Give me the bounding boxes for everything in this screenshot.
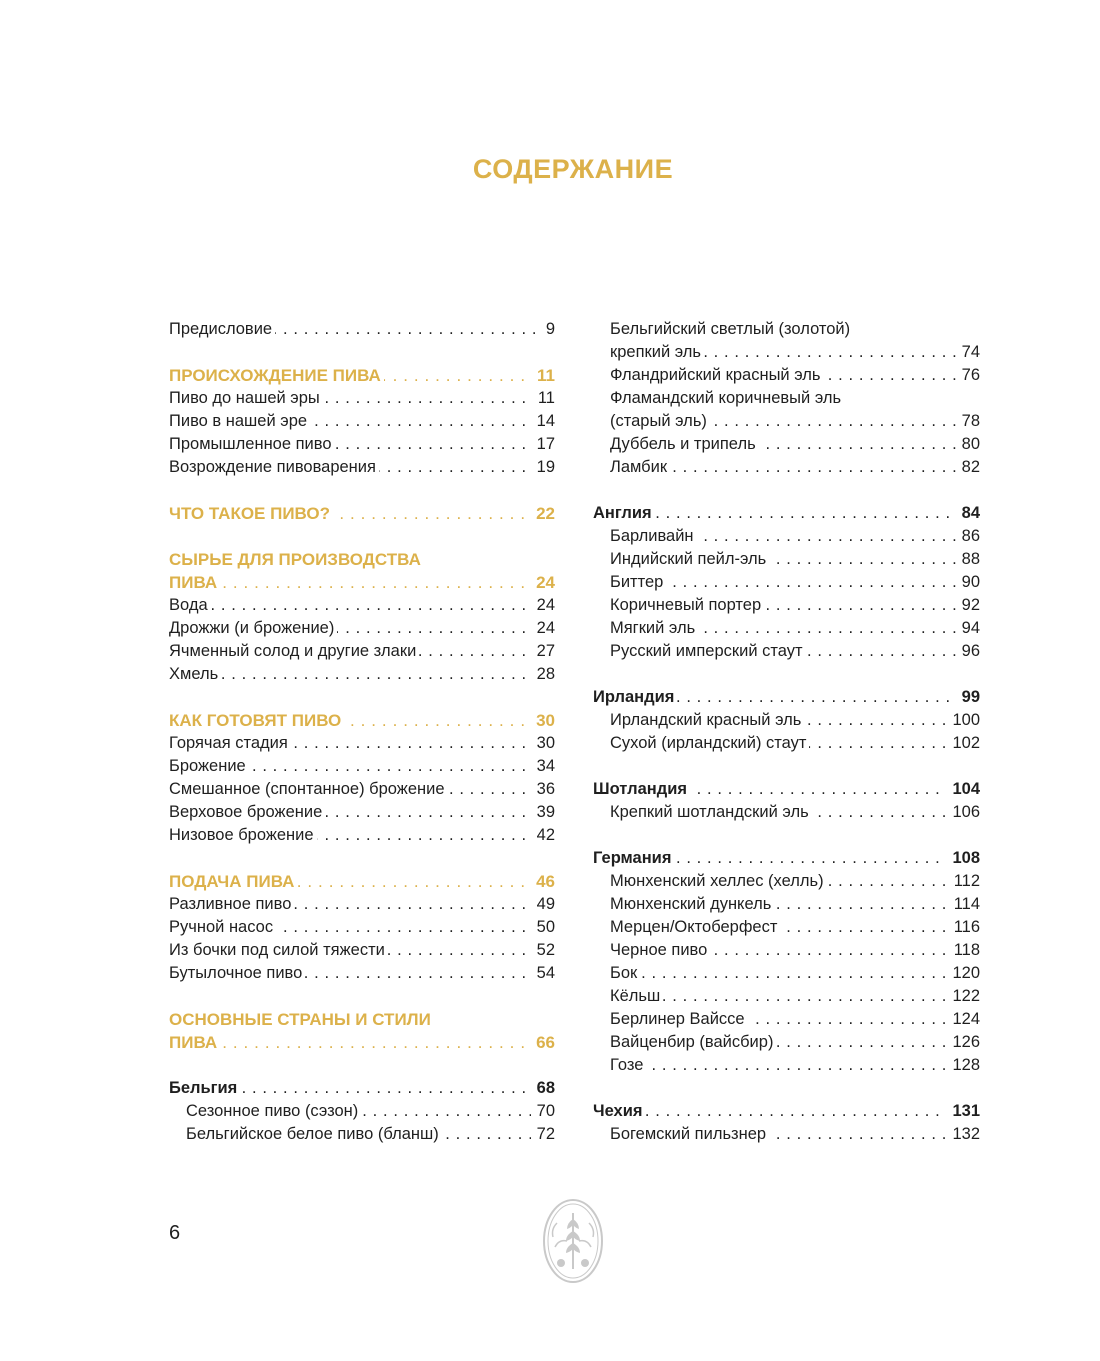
toc-entry[interactable] bbox=[610, 617, 980, 640]
toc-entry-title: Бельгия bbox=[169, 1079, 240, 1097]
toc-entry-title: Низовое брожение bbox=[169, 826, 317, 844]
toc-entry-title: Ячменный солод и другие злаки bbox=[169, 642, 419, 660]
toc-entry[interactable] bbox=[610, 709, 980, 732]
toc-entry-title: Фландрийский красный эль bbox=[610, 366, 824, 384]
toc-entry-title: Мерцен/Октоберфест bbox=[610, 918, 780, 936]
toc-country-entry[interactable] bbox=[593, 1100, 980, 1123]
toc-entry[interactable] bbox=[169, 410, 555, 433]
toc-entry-title: Разливное пиво bbox=[169, 895, 294, 913]
toc-entry-title: Вода bbox=[169, 596, 211, 614]
toc-entry-page: 88 bbox=[956, 548, 980, 571]
toc-entry[interactable] bbox=[610, 410, 980, 433]
toc-entry[interactable] bbox=[169, 433, 555, 456]
toc-entry-title: Горячая стадия bbox=[169, 734, 291, 752]
toc-entry-page: 86 bbox=[956, 525, 980, 548]
toc-entry-page: 34 bbox=[531, 755, 555, 778]
toc-entry[interactable] bbox=[169, 387, 555, 410]
toc-entry[interactable] bbox=[169, 456, 555, 479]
toc-entry-page: 9 bbox=[540, 318, 555, 341]
toc-entry-page: 82 bbox=[956, 456, 980, 479]
toc-entry[interactable] bbox=[169, 939, 555, 962]
toc-entry-page: 52 bbox=[531, 939, 555, 962]
toc-entry[interactable] bbox=[610, 548, 980, 571]
toc-entry-page: 19 bbox=[531, 456, 555, 479]
toc-entry-title: Ирландия bbox=[593, 688, 677, 706]
toc-entry-page: 74 bbox=[956, 341, 980, 364]
toc-country-entry[interactable] bbox=[593, 778, 980, 801]
toc-entry[interactable] bbox=[169, 663, 555, 686]
toc-entry-page: 11 bbox=[532, 387, 555, 410]
toc-entry-title: Берлинер Вайссе bbox=[610, 1010, 748, 1028]
toc-entry[interactable] bbox=[610, 364, 980, 387]
toc-entry-page: 84 bbox=[956, 502, 980, 525]
toc-entry-title: Верховое брожение bbox=[169, 803, 325, 821]
toc-entry-title: Барливайн bbox=[610, 527, 697, 545]
toc-entry-page: 128 bbox=[946, 1054, 980, 1077]
toc-entry[interactable] bbox=[610, 1054, 980, 1077]
toc-entry[interactable] bbox=[169, 640, 555, 663]
toc-entry-page: 49 bbox=[531, 893, 555, 916]
toc-entry[interactable] bbox=[610, 939, 980, 962]
toc-entry-title: ПИВА bbox=[169, 1033, 220, 1052]
page-title: СОДЕРЖАНИЕ bbox=[472, 154, 674, 184]
toc-entry[interactable] bbox=[610, 962, 980, 985]
toc-section-entry[interactable] bbox=[169, 571, 555, 594]
toc-entry-title: Богемский пильзнер bbox=[610, 1125, 769, 1143]
toc-entry[interactable] bbox=[610, 1123, 980, 1146]
toc-entry-page: 27 bbox=[531, 640, 555, 663]
toc-entry-title: Хмель bbox=[169, 665, 221, 683]
toc-entry[interactable] bbox=[186, 1100, 555, 1123]
toc-entry-title: Ламбик bbox=[610, 458, 670, 476]
toc-entry[interactable] bbox=[169, 318, 555, 341]
toc-entry-title: (старый эль) bbox=[610, 412, 710, 430]
toc-entry-title: Индийский пейл-эль bbox=[610, 550, 769, 568]
toc-entry-page: 42 bbox=[531, 824, 555, 847]
toc-entry[interactable] bbox=[610, 433, 980, 456]
toc-entry-page: 122 bbox=[946, 985, 980, 1008]
toc-entry[interactable] bbox=[610, 801, 980, 824]
toc-entry-title: Бутылочное пиво bbox=[169, 964, 305, 982]
toc-entry-title: Сухой (ирландский) стаут bbox=[610, 734, 809, 752]
toc-entry-title: Вайценбир (вайсбир) bbox=[610, 1033, 776, 1051]
toc-entry-title: Биттер bbox=[610, 573, 666, 591]
toc-entry-page: 30 bbox=[531, 732, 555, 755]
toc-entry[interactable] bbox=[610, 985, 980, 1008]
toc-entry[interactable] bbox=[169, 755, 555, 778]
toc-entry-page: 17 bbox=[531, 433, 555, 456]
toc-entry-title: Фламандский коричневый эль bbox=[610, 389, 842, 407]
toc-entry-title: Промышленное пиво bbox=[169, 435, 335, 453]
toc-entry-title: КАК ГОТОВЯТ ПИВО bbox=[169, 711, 344, 730]
toc-entry-page: 36 bbox=[531, 778, 555, 801]
toc-entry-page: 108 bbox=[946, 847, 980, 870]
toc-country-entry[interactable] bbox=[169, 1077, 555, 1100]
toc-entry-title: Возрождение пивоварения bbox=[169, 458, 379, 476]
toc-country-entry[interactable] bbox=[593, 847, 980, 870]
toc-entry[interactable] bbox=[610, 571, 980, 594]
toc-entry[interactable] bbox=[610, 640, 980, 663]
toc-entry-title: ПИВА bbox=[169, 573, 220, 592]
toc-entry-page: 100 bbox=[946, 709, 980, 732]
toc-entry-title: Сезонное пиво (сэзон) bbox=[186, 1102, 361, 1120]
toc-entry-title: Бельгийский светлый (золотой) bbox=[610, 320, 851, 338]
toc-entry-page: 14 bbox=[531, 410, 555, 433]
toc-entry-title: Бельгийское белое пиво (бланш) bbox=[186, 1125, 442, 1143]
toc-entry[interactable] bbox=[169, 893, 555, 916]
toc-section-entry[interactable] bbox=[169, 1031, 555, 1054]
toc-entry[interactable] bbox=[610, 594, 980, 617]
toc-section-entry[interactable] bbox=[169, 364, 555, 387]
toc-entry[interactable] bbox=[186, 1123, 555, 1146]
toc-entry-page: 46 bbox=[530, 870, 555, 893]
toc-entry-page: 28 bbox=[531, 663, 555, 686]
wheat-hops-emblem-icon bbox=[541, 1197, 605, 1285]
toc-entry-title: Дуббель и трипель bbox=[610, 435, 759, 453]
toc-entry-page: 99 bbox=[956, 686, 980, 709]
toc-entry-page: 118 bbox=[948, 939, 980, 962]
toc-entry[interactable] bbox=[610, 1031, 980, 1054]
toc-entry-page: 102 bbox=[946, 732, 980, 755]
toc-entry-title: Мюнхенский хеллес (хелль) bbox=[610, 872, 827, 890]
toc-entry[interactable] bbox=[169, 801, 555, 824]
toc-entry-title: Англия bbox=[593, 504, 655, 522]
toc-entry[interactable] bbox=[610, 525, 980, 548]
toc-entry[interactable] bbox=[610, 456, 980, 479]
toc-entry-title: Мюнхенский дункель bbox=[610, 895, 774, 913]
toc-entry-page: 116 bbox=[948, 916, 980, 939]
toc-entry-page: 66 bbox=[530, 1031, 555, 1054]
toc-entry-page: 80 bbox=[956, 433, 980, 456]
toc-entry-title: Русский имперский стаут bbox=[610, 642, 806, 660]
toc-entry-page: 11 bbox=[531, 364, 555, 387]
toc-entry[interactable] bbox=[169, 594, 555, 617]
toc-entry-title: ОСНОВНЫЕ СТРАНЫ И СТИЛИ bbox=[169, 1010, 431, 1029]
toc-entry-title: Черное пиво bbox=[610, 941, 710, 959]
toc-entry-page: 132 bbox=[946, 1123, 980, 1146]
toc-entry-page: 22 bbox=[530, 502, 555, 525]
toc-entry[interactable] bbox=[610, 916, 980, 939]
toc-entry[interactable] bbox=[169, 962, 555, 985]
toc-entry-page: 120 bbox=[946, 962, 980, 985]
toc-entry[interactable] bbox=[610, 893, 980, 916]
toc-entry[interactable] bbox=[169, 778, 555, 801]
toc-entry[interactable] bbox=[169, 617, 555, 640]
toc-entry[interactable] bbox=[610, 387, 980, 410]
toc-entry-page: 124 bbox=[946, 1008, 980, 1031]
toc-entry-page: 50 bbox=[531, 916, 555, 939]
toc-entry-title: Мягкий эль bbox=[610, 619, 698, 637]
toc-entry-title: Из бочки под силой тяжести bbox=[169, 941, 388, 959]
toc-column-right bbox=[593, 318, 980, 1146]
toc-entry-title: Гозе bbox=[610, 1056, 646, 1074]
toc-section-entry[interactable] bbox=[169, 1008, 555, 1031]
toc-section-entry[interactable] bbox=[169, 870, 555, 893]
toc-entry[interactable] bbox=[169, 732, 555, 755]
toc-entry-page: 131 bbox=[946, 1100, 980, 1123]
toc-entry[interactable] bbox=[610, 732, 980, 755]
toc-entry-page: 30 bbox=[530, 709, 555, 732]
toc-entry-page: 114 bbox=[948, 893, 980, 916]
toc-entry-title: Шотландия bbox=[593, 780, 690, 798]
toc-entry-title: Пиво в нашей эре bbox=[169, 412, 310, 430]
toc-section-entry[interactable] bbox=[169, 709, 555, 732]
toc-entry-page: 72 bbox=[531, 1123, 555, 1146]
toc-entry-title: Брожение bbox=[169, 757, 249, 775]
toc-entry-page: 70 bbox=[531, 1100, 555, 1123]
toc-entry-title: Кёльш bbox=[610, 987, 663, 1005]
toc-entry-page: 54 bbox=[531, 962, 555, 985]
toc-entry[interactable] bbox=[610, 341, 980, 364]
toc-entry-title: ПОДАЧА ПИВА bbox=[169, 872, 297, 891]
toc-entry-title: ЧТО ТАКОЕ ПИВО? bbox=[169, 504, 333, 523]
toc-entry-title: ПРОИСХОЖДЕНИЕ ПИВА bbox=[169, 366, 384, 385]
toc-country-entry[interactable] bbox=[593, 502, 980, 525]
toc-entry-title: Крепкий шотландский эль bbox=[610, 803, 812, 821]
page-number: 6 bbox=[169, 1222, 181, 1244]
toc-entry-title: Германия bbox=[593, 849, 674, 867]
toc-entry-page: 104 bbox=[946, 778, 980, 801]
toc-entry-page: 24 bbox=[531, 617, 555, 640]
toc-entry-title: Дрожжи (и брожение) bbox=[169, 619, 337, 637]
toc-entry-title: Ручной насос bbox=[169, 918, 276, 936]
toc-entry-page: 112 bbox=[948, 870, 980, 893]
toc-entry-page: 106 bbox=[946, 801, 980, 824]
toc-entry-title: Чехия bbox=[593, 1102, 646, 1120]
toc-section-entry[interactable] bbox=[169, 502, 555, 525]
toc-entry[interactable] bbox=[169, 824, 555, 847]
toc-entry-page: 92 bbox=[956, 594, 980, 617]
toc-entry-page: 39 bbox=[531, 801, 555, 824]
toc-country-entry[interactable] bbox=[593, 686, 980, 709]
toc-column-left bbox=[169, 318, 555, 1146]
toc-section-entry[interactable] bbox=[169, 548, 555, 571]
toc-entry-page: 76 bbox=[956, 364, 980, 387]
toc-entry-page: 24 bbox=[530, 571, 555, 594]
toc-entry-page: 90 bbox=[956, 571, 980, 594]
toc-entry-title: Бок bbox=[610, 964, 640, 982]
toc-entry[interactable] bbox=[610, 1008, 980, 1031]
toc-entry-page: 126 bbox=[946, 1031, 980, 1054]
toc-entry-page: 68 bbox=[531, 1077, 555, 1100]
toc-entry-page: 78 bbox=[956, 410, 980, 433]
toc-entry-page: 96 bbox=[956, 640, 980, 663]
toc-entry-title: Коричневый портер bbox=[610, 596, 764, 614]
toc-entry-page: 24 bbox=[531, 594, 555, 617]
toc-entry-page: 94 bbox=[956, 617, 980, 640]
toc-entry[interactable] bbox=[169, 916, 555, 939]
toc-entry[interactable] bbox=[610, 870, 980, 893]
toc-entry-title: крепкий эль bbox=[610, 343, 704, 361]
toc-entry[interactable] bbox=[610, 318, 980, 341]
toc-entry-title: СЫРЬЕ ДЛЯ ПРОИЗВОДСТВА bbox=[169, 550, 421, 569]
toc-entry-title: Смешанное (спонтанное) брожение bbox=[169, 780, 448, 798]
toc-entry-title: Ирландский красный эль bbox=[610, 711, 804, 729]
toc-entry-title: Пиво до нашей эры bbox=[169, 389, 323, 407]
toc-entry-title: Предисловие bbox=[169, 320, 275, 338]
